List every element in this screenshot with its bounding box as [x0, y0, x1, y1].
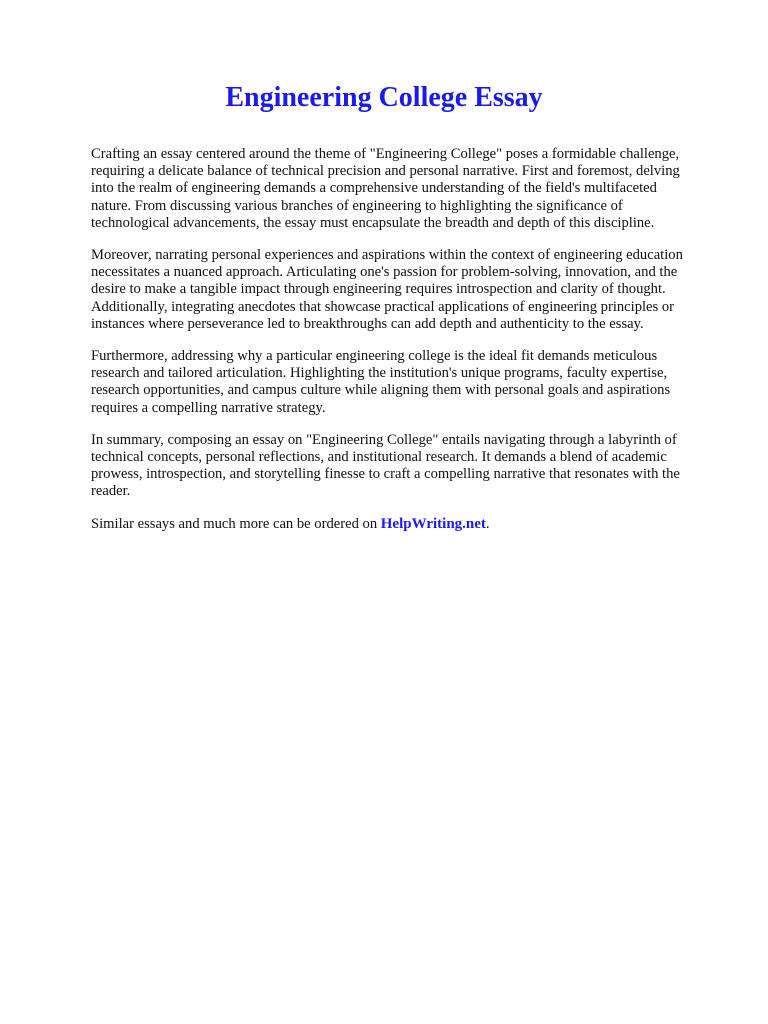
footer-line [91, 516, 691, 533]
helpwriting-link[interactable]: HelpWriting.net [380, 515, 486, 532]
paragraph-2: Moreover, narrating personal experiences and aspirations within the context of engineering education necessitates a nuanced approach. Articulating one's passion for problem-solving, innovation, and the desire to make a tangible impact through engineering requires introspection and clarity of thought. Additionally, integrating anecdotes that showcase practical applications of engineering principles or instances where perseverance led to breakthroughs can add depth and authenticity to the essay. [91, 247, 683, 332]
essay-body [91, 146, 691, 548]
footer-suffix: . [485, 515, 490, 532]
footer-text: Similar essays and much more can be ordered on [91, 515, 381, 532]
paragraph-1: Crafting an essay centered around the theme of "Engineering College" poses a formidable challenge, requiring a delicate balance of technical precision and personal narrative. First and foremost, delving into the realm of engineering demands a comprehensive understanding of the field's multifaceted nature. From discussing various branches of engineering to highlighting the significance of technological advancements, the essay must encapsulate the breadth and depth of this discipline. [91, 146, 680, 231]
page-title: Engineering College Essay [225, 82, 543, 113]
paragraph-4: In summary, composing an essay on "Engineering College" entails navigating through a labyrinth of technical concepts, personal reflections, and institutional research. It demands a blend of academic prowess, introspection, and storytelling finesse to craft a compelling narrative that resonates with the reader. [91, 431, 680, 500]
paragraph-3: Furthermore, addressing why a particular engineering college is the ideal fit demands meticulous research and tailored articulation. Highlighting the institution's unique programs, faculty expertise, research opportunities, and campus culture while aligning them with personal goals and aspirations requires a compelling narrative strategy. [91, 348, 671, 416]
